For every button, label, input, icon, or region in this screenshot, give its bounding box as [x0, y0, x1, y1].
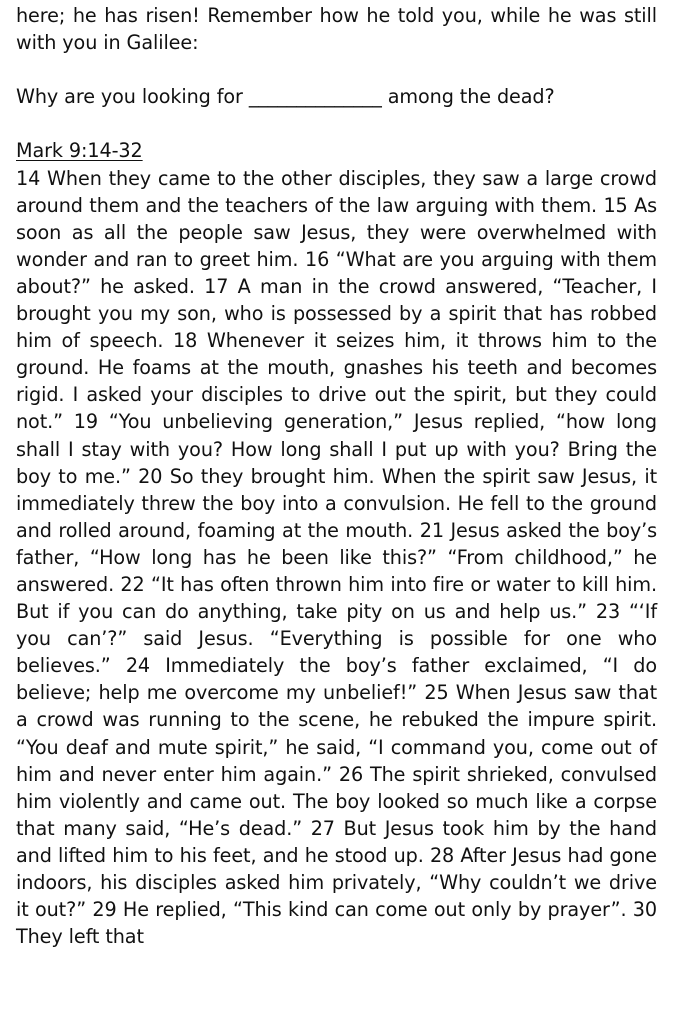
scripture-reference: Mark 9:14-32 — [16, 139, 143, 163]
paragraph-spacer — [16, 56, 657, 83]
paragraph-spacer — [16, 110, 657, 137]
scripture-passage: 14 When they came to the other disciples, they saw a large crowd around them and the teachers of the law arguing with them. 15 As soon as all the people saw Jesus, they were overwhelmed with wonder and ran to greet him. 16 “What are you arguing with them about?” he asked. 17 A man in the crowd answered, “Teacher, I brought you my son, who is possessed by a spirit that has robbed him of speech. 18 Whenever it seizes him, it throws him to the ground. He foams at the mouth, gnashes his teeth and becomes rigid. I asked your disciples to drive out the spirit, but they could not.” 19 “You unbelieving generation,” Jesus replied, “how long shall I stay with you? How long shall I put up with you? Bring the boy to me.” 20 So they brought him. When the spirit saw Jesus, it immediately threw the boy into a convulsion. He fell to the ground and rolled around, foaming at the mouth. 21 Jesus asked the boy’s father, “How long has he been like this?” “From childhood,” he answered. 22 “It has often thrown him into fire or water to kill him. But if you can do anything, take pity on us and help us.” 23 “‘If you can’?” said Jesus. “Everything is possible for one who believes.” 24 Immediately the boy’s father exclaimed, “I do believe; help me overcome my unbelief!” 25 When Jesus saw that a crowd was running to the scene, he rebuked the impure spirit. “You deaf and mute spirit,” he said, “I command you, come out of him and never enter him again.” 26 The spirit shrieked, convulsed him violently and came out. The boy looked so much like a corpse that many said, “He’s dead.” 27 But Jesus took him by the hand and lifted him to his feet, and he stood up. 28 After Jesus had gone indoors, his disciples asked him privately, “Why couldn’t we drive it out?” 29 He replied, “This kind can come out only by prayer”. 30 They left that — [16, 166, 657, 949]
document-page — [16, 2, 657, 950]
intro-paragraph: here; he has risen! Remember how he told you, while he was still with you in Galilee: — [16, 4, 657, 55]
fill-in-blank-question: Why are you looking for ______________ among the dead? — [16, 85, 555, 109]
